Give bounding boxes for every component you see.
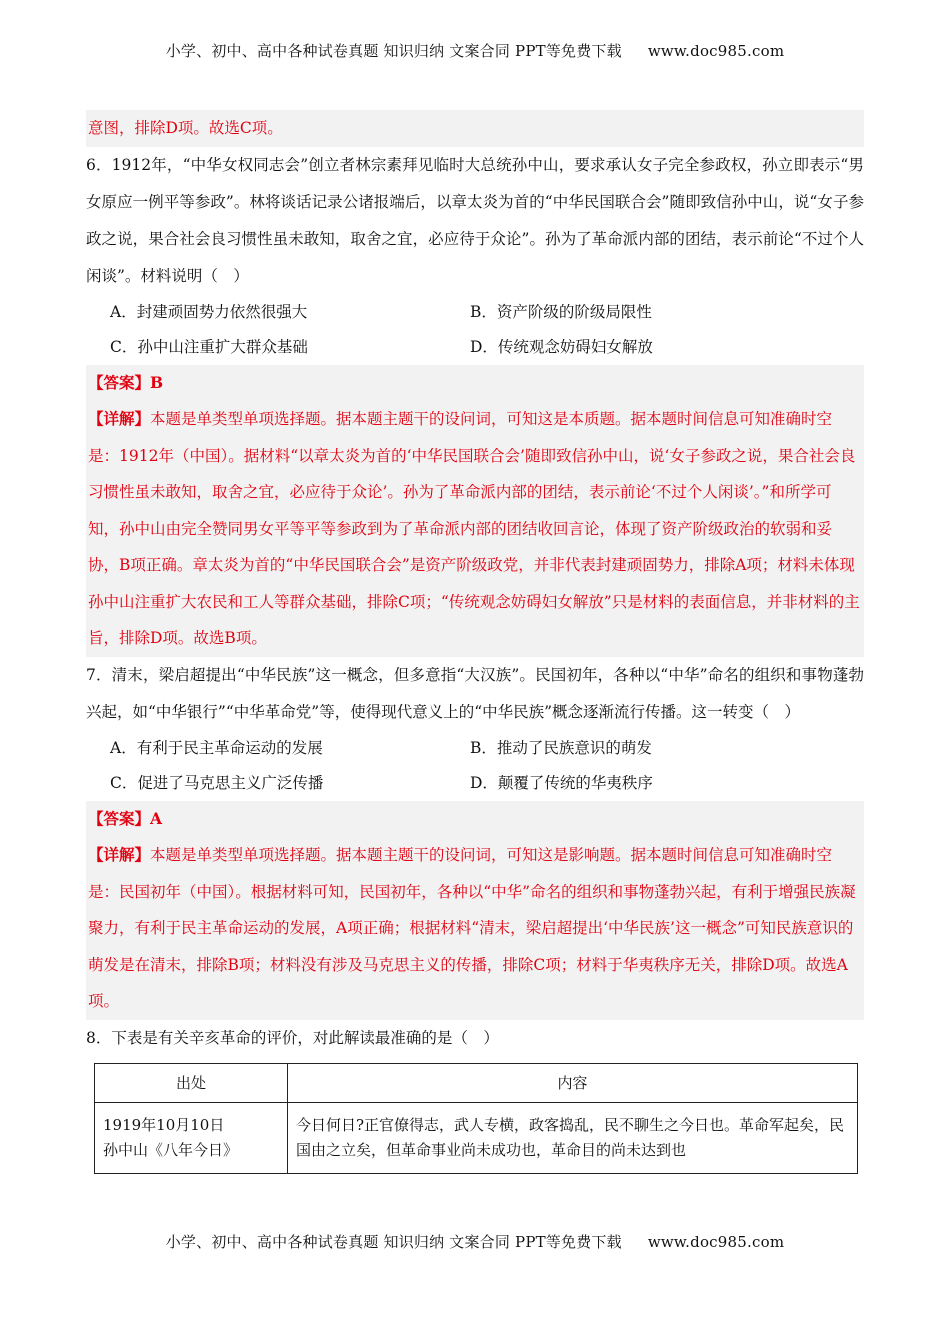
- question-6-options: [110, 295, 864, 365]
- table-cell-content: 今日何日?正官僚得志，武人专横，政客捣乱，民不聊生之今日也。革命军起矣，民国由之立矣，但革命事业尚未成功也，革命目的尚未达到也: [288, 1102, 858, 1173]
- q6-option-b: B．资产阶级的阶级局限性: [470, 302, 652, 321]
- q8-table: [94, 1063, 858, 1174]
- page-header: [0, 40, 950, 61]
- page-content: [86, 110, 864, 1174]
- q6-explanation: [88, 401, 862, 657]
- table-header-content: 内容: [288, 1063, 858, 1102]
- question-7-options: [110, 731, 864, 801]
- q7-answer: 【答案】A: [88, 808, 163, 828]
- header-site-link[interactable]: www.doc985.com: [647, 42, 785, 60]
- prev-explanation-tail: 意图，排除D项。故选C项。: [86, 110, 864, 147]
- header-text: 小学、初中、高中各种试卷真题 知识归纳 文案合同 PPT等免费下载: [165, 42, 622, 60]
- q7-explain-text: 本题是单类型单项选择题。据本题主题干的设问词，可知这是影响题。据本题时间信息可知准确时空是：民国初年（中国）。根据材料可知，民国初年，各种以“中华”命名的组织和事物蓬勃兴起，有利于增强民族凝聚力，有利于民主革命运动的发展，A项正确；根据材料“清末，梁启超提出‘中华民族’这一概念”可知民族意识的萌发是在清末，排除B项；材料没有涉及马克思主义的传播，排除C项；材料于华夷秩序无关，排除D项。故选A项。: [88, 846, 856, 1010]
- page-footer: [0, 1231, 950, 1252]
- question-8-stem: 8．下表是有关辛亥革命的评价，对此解读最准确的是（ ）: [86, 1028, 499, 1047]
- question-7-stem: 7．清末，梁启超提出“中华民族”这一概念，但多意指“大汉族”。民国初年，各种以“中华”命名的组织和事物蓬勃兴起，如“中华银行”“中华革命党”等，使得现代意义上的“中华民族”概念逐渐流行传播。这一转变（ ）: [86, 665, 864, 721]
- question-6-answer-block: [86, 365, 864, 657]
- footer-site-link[interactable]: www.doc985.com: [647, 1233, 785, 1251]
- table-header-row: [95, 1063, 858, 1102]
- q7-explanation: [88, 837, 862, 1020]
- question-7-answer-block: [86, 801, 864, 1020]
- table-header-source: 出处: [95, 1063, 288, 1102]
- q7-option-c: C．促进了马克思主义广泛传播: [110, 773, 324, 792]
- table-cell-source: [95, 1102, 288, 1173]
- q6-answer: 【答案】B: [88, 372, 164, 392]
- source-date: 1919年10月10日: [103, 1115, 225, 1134]
- footer-text: 小学、初中、高中各种试卷真题 知识归纳 文案合同 PPT等免费下载: [165, 1233, 622, 1251]
- q7-option-d: D．颠覆了传统的华夷秩序: [470, 773, 653, 792]
- q6-option-c: C．孙中山注重扩大群众基础: [110, 337, 308, 356]
- q6-option-d: D．传统观念妨碍妇女解放: [470, 337, 653, 356]
- q6-explain-text: 本题是单类型单项选择题。据本题主题干的设问词，可知这是本质题。据本题时间信息可知准确时空是：1912年（中国）。据材料“以章太炎为首的‘中华民国联合会’随即致信孙中山，说‘女子参政之说，果合社会良习惯性虽未敢知，取舍之宜，必应待于众论’。孙为了革命派内部的团结，表示前论‘不过个人闲谈’。”和所学可知，孙中山由完全赞同男女平等平等参政到为了革命派内部的团结收回言论，体现了资产阶级政治的软弱和妥协，B项正确。章太炎为首的“中华民国联合会”是资产阶级政党，并非代表封建顽固势力，排除A项；材料未体现孙中山注重扩大农民和工人等群众基础，排除C项；“传统观念妨碍妇女解放”只是材料的表面信息，并非材料的主旨，排除D项。故选B项。: [88, 410, 860, 647]
- q7-option-b: B．推动了民族意识的萌发: [470, 738, 652, 757]
- q7-option-a: A．有利于民主革命运动的发展: [110, 738, 323, 757]
- q6-explain-tag: 【详解】: [88, 409, 151, 428]
- q7-explain-tag: 【详解】: [88, 845, 151, 864]
- table-row: [95, 1102, 858, 1173]
- q6-option-a: A．封建顽固势力依然很强大: [110, 302, 308, 321]
- source-title: 孙中山《八年今日》: [103, 1140, 239, 1159]
- question-6-stem: 6．1912年，“中华女权同志会”创立者林宗素拜见临时大总统孙中山，要求承认女子完全参政权，孙立即表示“男女原应一例平等参政”。林将谈话记录公诸报端后，以章太炎为首的“中华民国联合会”随即致信孙中山，说“女子参政之说，果合社会良习惯性虽未敢知，取舍之宜，必应待于众论”。孙为了革命派内部的团结，表示前论“不过个人闲谈”。材料说明（ ）: [86, 155, 864, 285]
